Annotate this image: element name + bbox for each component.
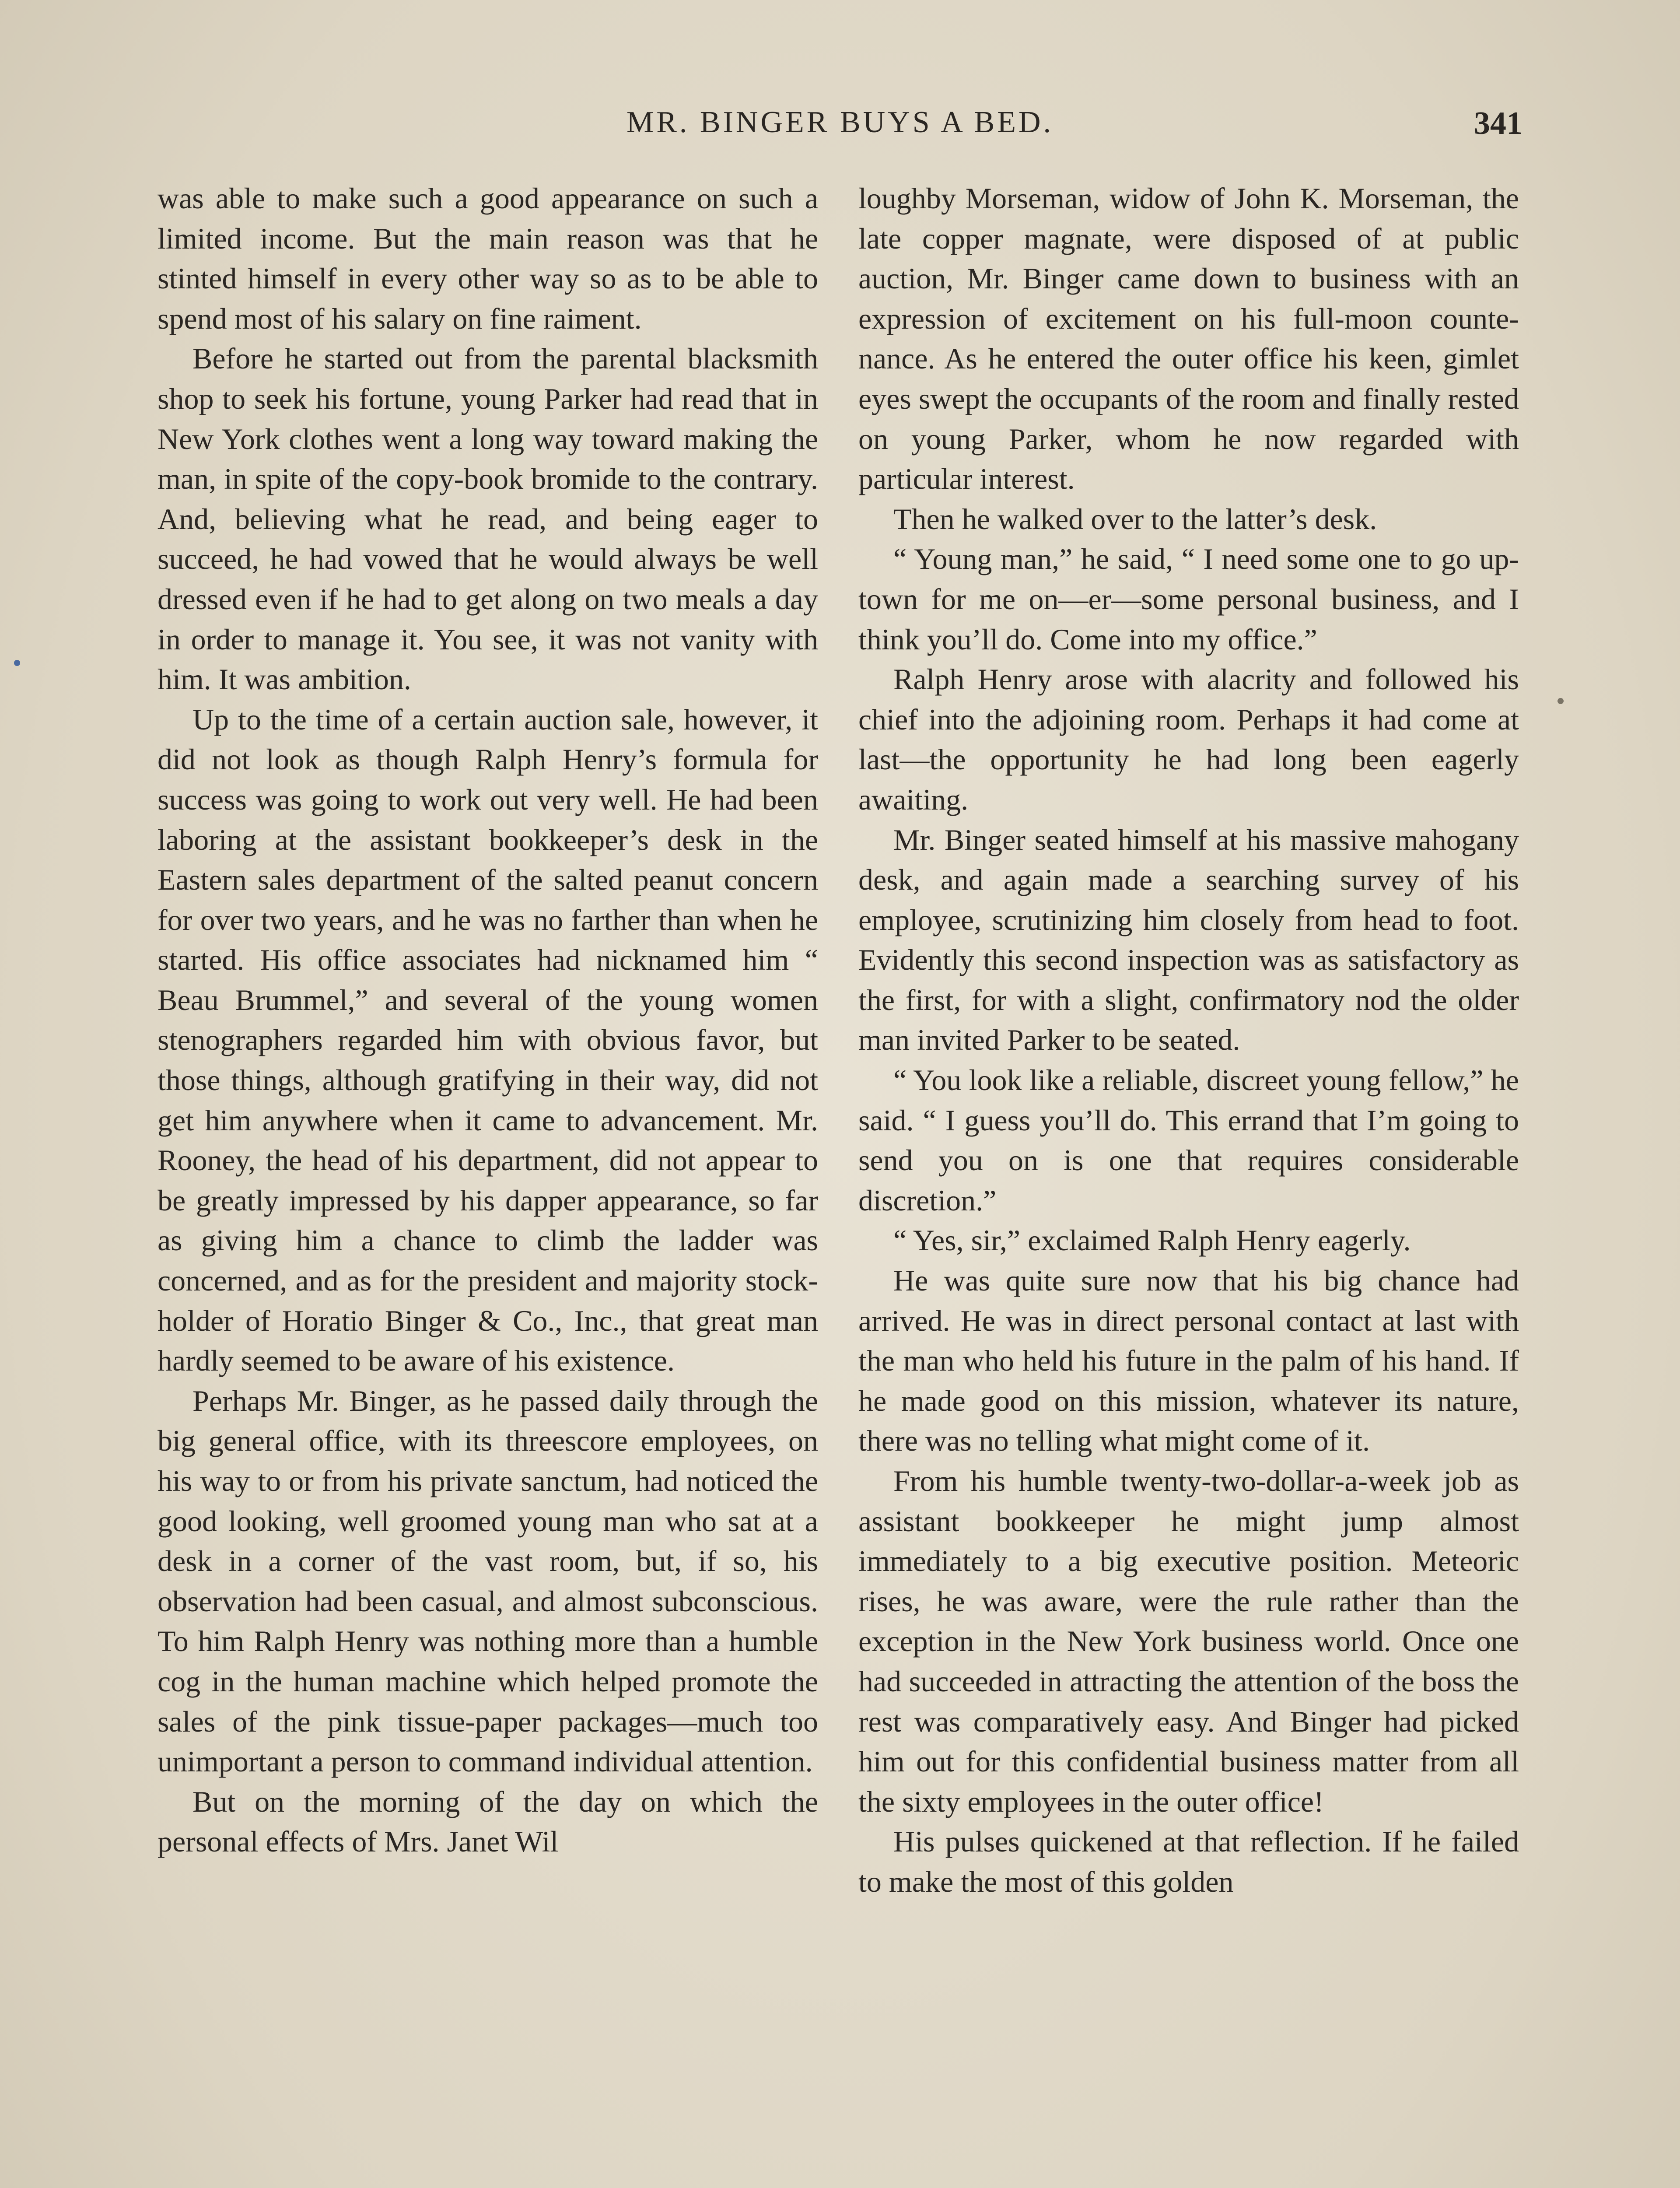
paragraph: Before he started out from the parental blacksmith shop to seek his fortune, young Parker had read that in New York clothes went a long way toward making the man, in spite of the copy-book bromide to the contrary. And, believing what he read, and being eager to succeed, he had vowed that he would always be well dressed even if he had to get along on two meals a day in order to manage it. You see, it was not vanity with him. It was ambition.	[158, 342, 818, 696]
paragraph: “ Young man,” he said, “ I need some one to go up-town for me on—er—some personal business, and I think you’ll do. Come into my office.”	[858, 542, 1519, 656]
right-column	[858, 179, 1519, 2188]
paragraph: “ You look like a reliable, discreet young fellow,” he said. “ I guess you’ll do. This errand that I’m going to send you on is one that requires considerable discretion.”	[858, 1063, 1519, 1217]
paragraph: “ Yes, sir,” exclaimed Ralph Henry eagerly.	[893, 1224, 1411, 1257]
paragraph: Perhaps Mr. Binger, as he passed daily through the big general office, with its threescore employees, on his way to or from his private sanctum, had noticed the good looking, well groomed young man who sat at a desk in a corner of the vast room, but, if so, his observation had been casual, and almost subconscious. To him Ralph Henry was nothing more than a humble cog in the human machine which helped promote the sales of the pink tissue-paper packages—much too unimportant a person to command individual attention.	[158, 1384, 818, 1778]
paragraph: Then he walked over to the latter’s desk.	[893, 502, 1377, 536]
paragraph: But on the morning of the day on which the personal effects of Mrs. Janet Wil	[158, 1785, 818, 1858]
paragraph: His pulses quickened at that reflection. If he failed to make the most of this golden	[858, 1825, 1519, 1898]
page-header	[158, 105, 1522, 153]
paragraph: Ralph Henry arose with alacrity and followed his chief into the adjoining room. Perhaps it had come at last—the opportunity he had long been eagerly awaiting.	[858, 663, 1519, 816]
paragraph: Up to the time of a certain auction sale, however, it did not look as though Ralph Henry’s formula for success was going to work out very well. He had been laboring at the assistant bookkeeper’s desk in the Eastern sales department of the salted peanut concern for over two years, and he was no farther than when he started. His office associates had nicknamed him “ Beau Brummel,” and several of the young women stenographers regarded him with obvious favor, but those things, although gratifying in their way, did not get him anywhere when it came to advancement. Mr. Rooney, the head of his department, did not appear to be greatly impressed by his dapper appearance, so far as giving him a chance to climb the ladder was concerned, and as for the president and majority stockholder of Horatio Binger & Co., Inc., that great man hardly seemed to be aware of his existence.	[158, 702, 818, 1378]
page-number: 341	[1474, 105, 1522, 141]
paper-speck	[1558, 698, 1564, 704]
paragraph: From his humble twenty-two-dollar-a-week job as assistant bookkeeper he might jump almost immediately to a big executive position. Meteoric rises, he was aware, were the rule rather than the exception in the New York business world. Once one had succeeded in attracting the attention of the boss the rest was comparatively easy. And Binger had picked him out for this confidential business matter from all the sixty employees in the outer office!	[858, 1464, 1519, 1818]
left-column	[158, 179, 818, 2188]
paper-speck	[14, 660, 20, 666]
paragraph: Mr. Binger seated himself at his massive mahogany desk, and again made a searching survey of his employee, scrutinizing him closely from head to foot. Evidently this second inspection was as satisfactory as the first, for with a slight, confirmatory nod the older man invited Parker to be seated.	[858, 823, 1519, 1057]
paragraph: was able to make such a good appearance on such a limited income. But the main reason was that he stinted himself in every other way so as to be able to spend most of his salary on fine raiment.	[158, 182, 818, 335]
paragraph: He was quite sure now that his big chance had arrived. He was in direct personal contact at last with the man who held his future in the palm of his hand. If he made good on this mission, whatever its nature, there was no telling what might come of it.	[858, 1264, 1519, 1458]
running-title: MR. BINGER BUYS A BED.	[626, 105, 1054, 139]
paragraph: loughby Morseman, widow of John K. Morseman, the late copper magnate, were disposed of at public auction, Mr. Binger came down to business with an expression of excitement on his full-moon countenance. As he entered the outer office his keen, gimlet eyes swept the occupants of the room and finally rested on young Parker, whom he now regarded with particular interest.	[858, 182, 1519, 496]
